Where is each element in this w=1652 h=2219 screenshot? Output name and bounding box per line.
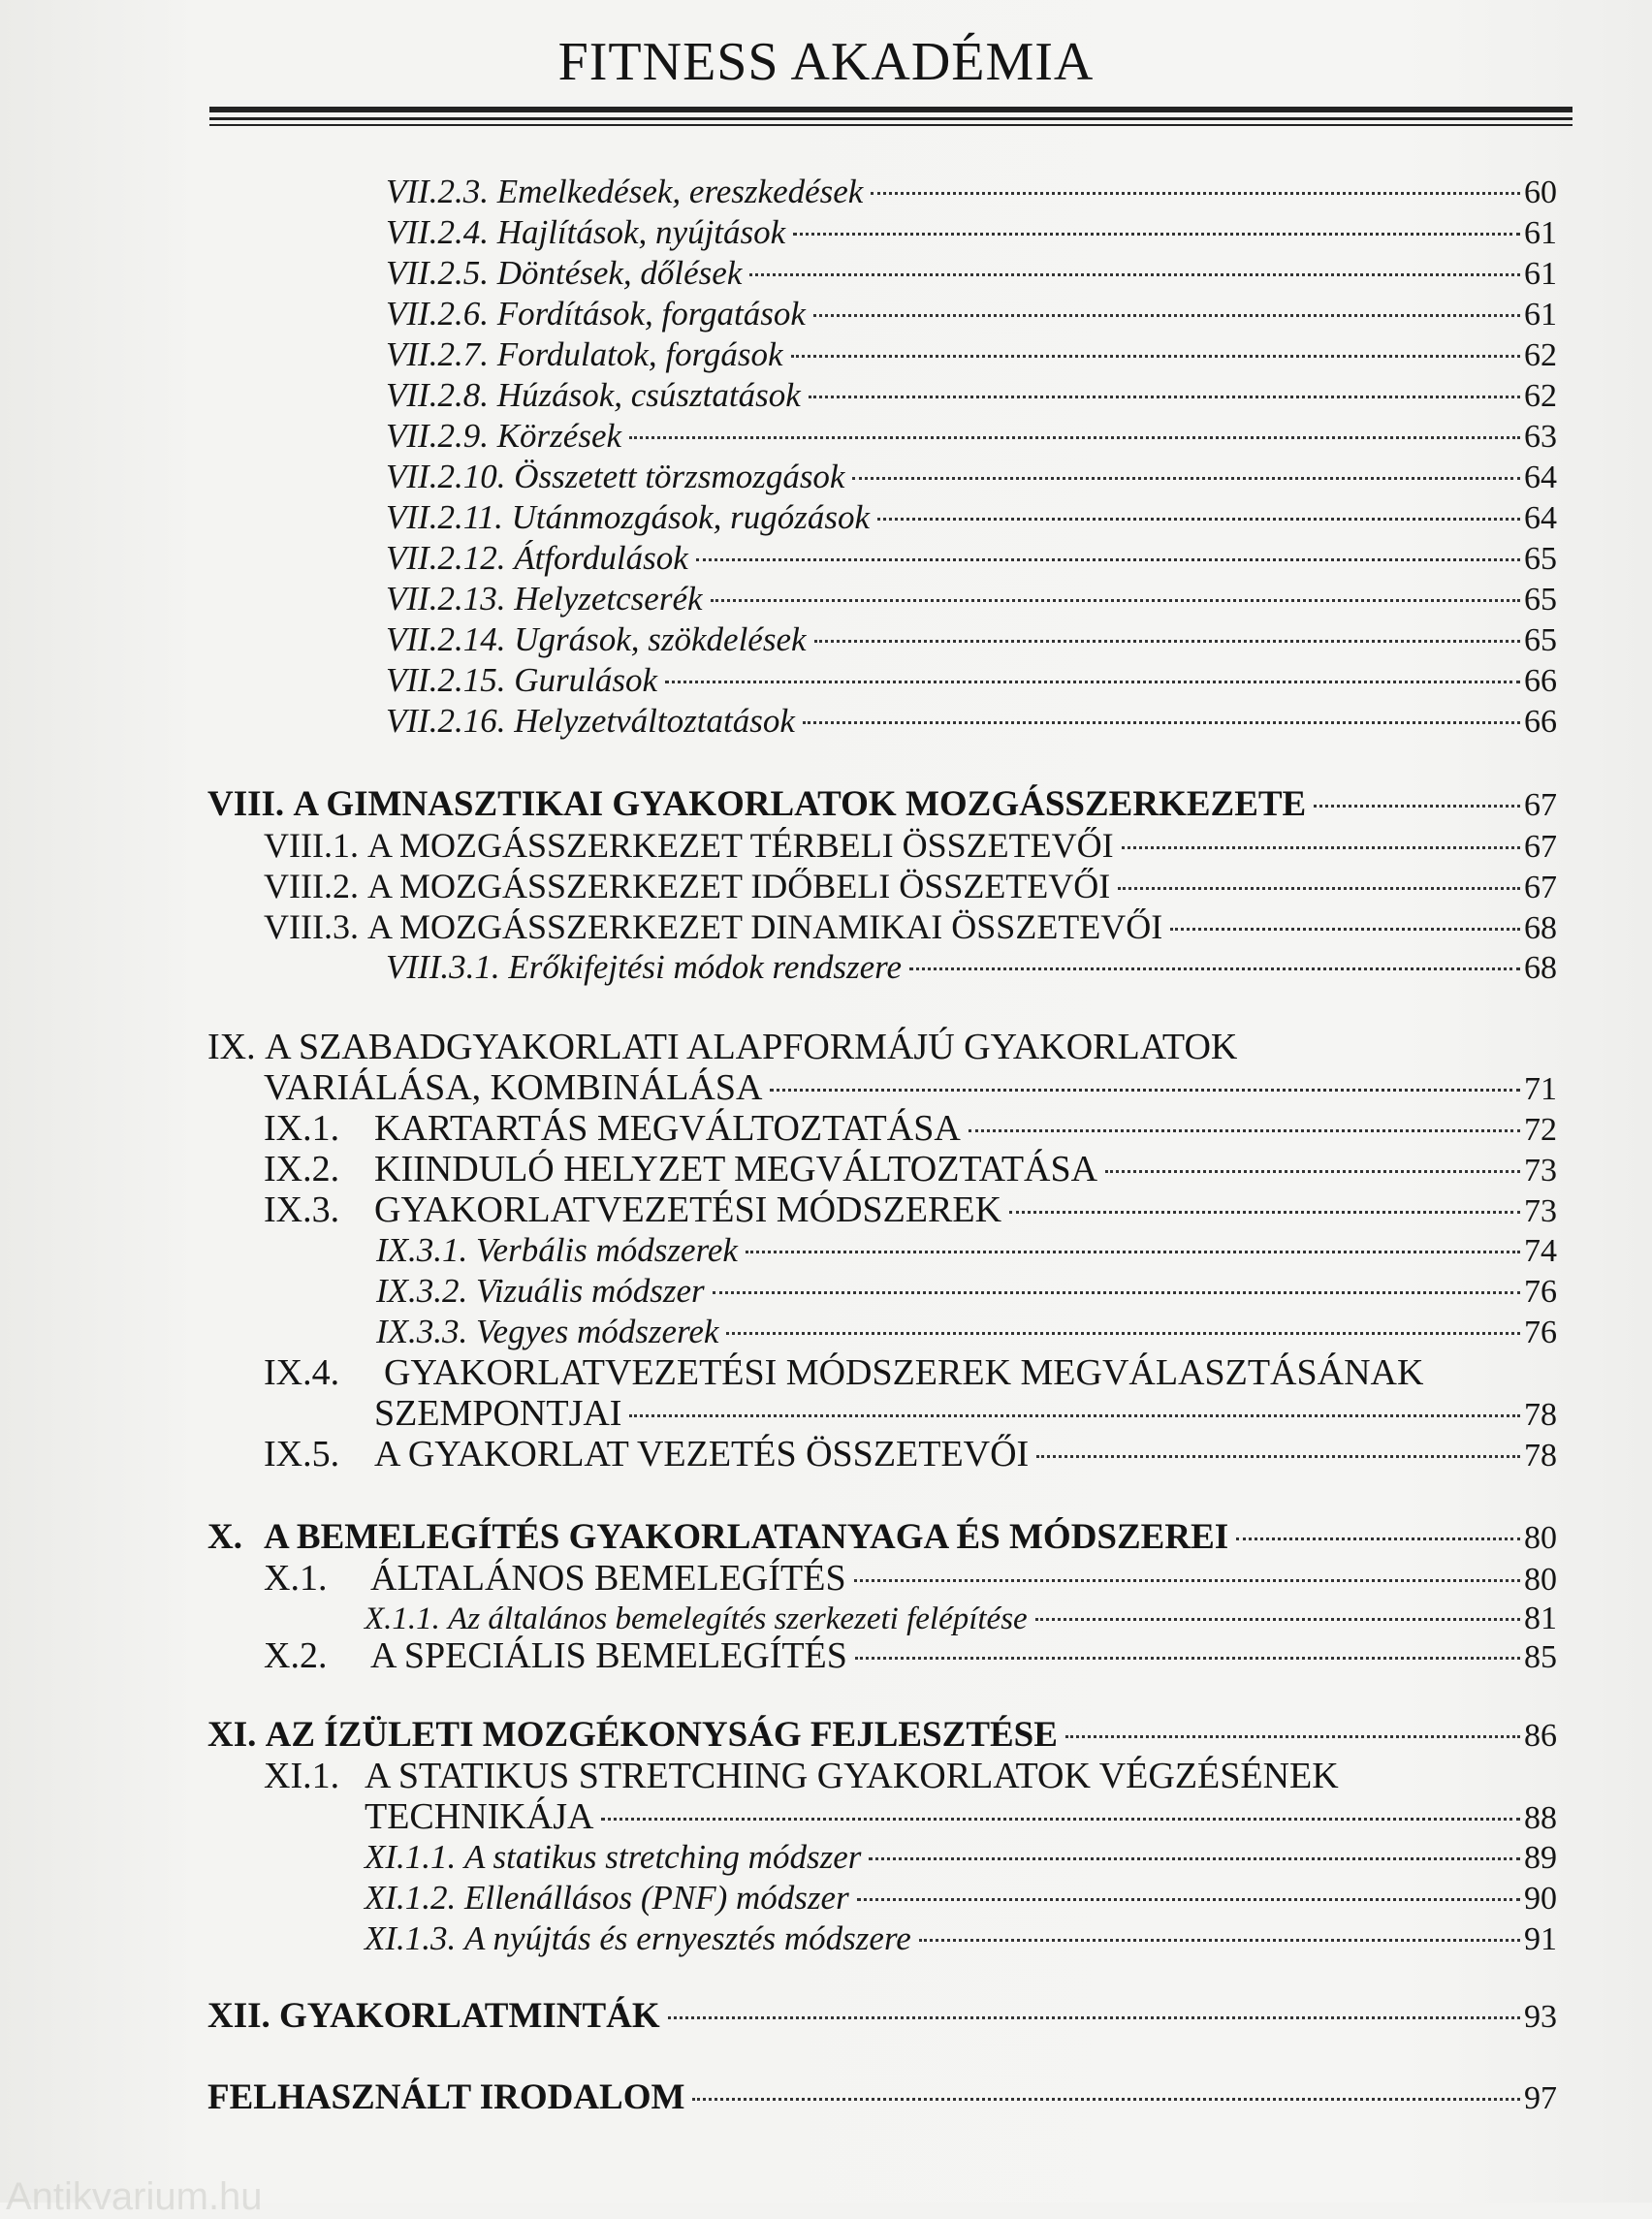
toc-entry: VII.2.14. Ugrások, szökdelések 65: [386, 618, 1557, 661]
page-number: 76: [1524, 1315, 1557, 1350]
dot-leader: [770, 1087, 1520, 1092]
page-number: 86: [1524, 1718, 1557, 1754]
dot-leader: [852, 475, 1520, 480]
dot-leader: [696, 556, 1520, 561]
page-number: 89: [1524, 1840, 1557, 1876]
dot-leader: [791, 353, 1520, 358]
dot-leader: [665, 679, 1520, 683]
page-number: 65: [1524, 622, 1557, 658]
toc-entry: XI.1.3. A nyújtás és ernyesztés módszere 91: [365, 1918, 1557, 1960]
toc-entry: VII.2.3. Emelkedések, ereszkedések 60: [386, 171, 1557, 213]
toc-entry: VII.2.7. Fordulatok, forgások 62: [386, 333, 1557, 376]
page-number: 66: [1524, 704, 1557, 740]
toc-entry: VII.2.10. Összetett törzsmozgások 64: [386, 456, 1557, 498]
dot-leader: [726, 1330, 1520, 1335]
dot-leader: [813, 312, 1520, 317]
dot-leader: [1314, 803, 1520, 808]
dot-leader: [1009, 1209, 1520, 1214]
dot-leader: [855, 1655, 1520, 1660]
dot-leader: [1065, 1733, 1520, 1738]
dot-leader: [969, 1127, 1520, 1132]
page-number: 61: [1524, 297, 1557, 333]
dot-leader: [869, 1855, 1520, 1860]
dot-leader: [1105, 1168, 1520, 1173]
toc-entry: IX.3.2. Vizuális módszer 76: [376, 1270, 1557, 1313]
header-rule-medium: [209, 117, 1573, 120]
page-number: 93: [1524, 1999, 1557, 2035]
page-number: 78: [1524, 1438, 1557, 1474]
dot-leader: [692, 2096, 1520, 2101]
dot-leader: [854, 1577, 1520, 1582]
toc-section: VIII.2. A MOZGÁSSZERKEZET IDŐBELI ÖSSZETEVŐI 67: [264, 865, 1557, 907]
toc-section: IX.3. GYAKORLATVEZETÉSI MÓDSZEREK 73: [264, 1189, 1557, 1231]
page-header-title: FITNESS AKADÉMIA: [557, 32, 1095, 92]
toc-section-line1: XI.1. A STATIKUS STRETCHING GYAKORLATOK VÉGZÉSÉNEK: [264, 1756, 1339, 1796]
dot-leader: [1035, 1616, 1520, 1621]
toc-chapter: XII. GYAKORLATMINTÁK 93: [207, 1995, 1557, 2038]
page-number: 61: [1524, 256, 1557, 292]
dot-leader: [1170, 926, 1520, 931]
dot-leader: [601, 1816, 1520, 1821]
dot-leader: [857, 1896, 1520, 1901]
toc-section: X.2. A SPECIÁLIS BEMELEGÍTÉS 85: [264, 1634, 1557, 1677]
page-number: 63: [1524, 419, 1557, 455]
toc-chapter-line2: VARIÁLÁSA, KOMBINÁLÁSA 71: [264, 1066, 1557, 1109]
page-number: 71: [1524, 1071, 1557, 1107]
toc-section: IX.1. KARTARTÁS MEGVÁLTOZTATÁSA 72: [264, 1107, 1557, 1150]
page-number: 64: [1524, 460, 1557, 495]
page-number: 68: [1524, 910, 1557, 946]
page-number: 85: [1524, 1639, 1557, 1675]
toc-entry: VII.2.6. Fordítások, forgatások 61: [386, 293, 1557, 335]
page-number: 73: [1524, 1193, 1557, 1229]
page-number: 74: [1524, 1233, 1557, 1269]
toc-entry: VII.2.15. Gurulások 66: [386, 659, 1557, 702]
dot-leader: [793, 231, 1520, 236]
dot-leader: [1036, 1453, 1520, 1458]
toc-entry: VIII.3.1. Erőkifejtési módok rendszere 68: [386, 946, 1557, 989]
page-number: 62: [1524, 378, 1557, 414]
dot-leader: [809, 394, 1520, 398]
toc-entry: IX.3.1. Verbális módszerek 74: [376, 1229, 1557, 1272]
page-number: 67: [1524, 829, 1557, 865]
page-number: 61: [1524, 215, 1557, 251]
dot-leader: [746, 1249, 1520, 1253]
dot-leader: [668, 2014, 1520, 2019]
toc-entry: VII.2.11. Utánmozgások, rugózások 64: [386, 496, 1557, 539]
header-rule-thick: [209, 107, 1573, 112]
page-number: 97: [1524, 2080, 1557, 2116]
toc-section: IX.5. A GYAKORLAT VEZETÉS ÖSSZETEVŐI 78: [264, 1433, 1557, 1475]
page-number: 80: [1524, 1520, 1557, 1556]
toc-entry: X.1.1. Az általános bemelegítés szerkezeti felépítése 81: [365, 1598, 1557, 1640]
page-number: 66: [1524, 663, 1557, 699]
toc-entry: XI.1.2. Ellenállásos (PNF) módszer 90: [365, 1877, 1557, 1919]
page-number: 64: [1524, 500, 1557, 536]
dot-leader: [803, 719, 1520, 724]
page-number: 81: [1524, 1601, 1557, 1636]
toc-section: X.1. ÁLTALÁNOS BEMELEGÍTÉS 80: [264, 1557, 1557, 1600]
page-number: 76: [1524, 1274, 1557, 1310]
toc-entry: VII.2.4. Hajlítások, nyújtások 61: [386, 211, 1557, 254]
page-number: 67: [1524, 787, 1557, 823]
dot-leader: [1118, 885, 1520, 890]
page-number: 78: [1524, 1397, 1557, 1433]
dot-leader: [713, 1289, 1520, 1294]
toc-entry: XI.1.1. A statikus stretching módszer 89: [365, 1836, 1557, 1879]
dot-leader: [749, 271, 1520, 276]
dot-leader: [909, 966, 1520, 970]
toc-entry: VII.2.16. Helyzetváltoztatások 66: [386, 700, 1557, 743]
toc-entry: VII.2.13. Helyzetcserék 65: [386, 578, 1557, 620]
toc-section: IX.2. KIINDULÓ HELYZET MEGVÁLTOZTATÁSA 73: [264, 1148, 1557, 1190]
toc-section: VIII.1. A MOZGÁSSZERKEZET TÉRBELI ÖSSZETEVŐI 67: [264, 824, 1557, 867]
toc-section-line1: IX.4. GYAKORLATVEZETÉSI MÓDSZEREK MEGVÁLASZTÁSÁNAK: [264, 1352, 1424, 1393]
dot-leader: [1236, 1536, 1520, 1540]
dot-leader: [1122, 844, 1520, 849]
toc-section-line2: SZEMPONTJAI 78: [374, 1392, 1557, 1435]
toc-entry: IX.3.3. Vegyes módszerek 76: [376, 1311, 1557, 1353]
page-number: 80: [1524, 1562, 1557, 1598]
dot-leader: [877, 516, 1520, 521]
page-number: 65: [1524, 541, 1557, 577]
dot-leader: [629, 1412, 1520, 1417]
toc-bibliography: FELHASZNÁLT IRODALOM 97: [207, 2076, 1557, 2119]
toc-chapter: VIII. A GIMNASZTIKAI GYAKORLATOK MOZGÁSSZERKEZETE 67: [207, 783, 1557, 826]
page-number: 62: [1524, 337, 1557, 373]
page-number: 65: [1524, 582, 1557, 618]
page-number: 68: [1524, 950, 1557, 986]
toc-chapter-line1: IX. A SZABADGYAKORLATI ALAPFORMÁJÚ GYAKORLATOK: [207, 1027, 1238, 1067]
dot-leader: [711, 597, 1520, 602]
header-rule-thin: [209, 124, 1573, 126]
toc-entry: VII.2.8. Húzások, csúsztatások 62: [386, 374, 1557, 417]
toc-chapter: X. A BEMELEGÍTÉS GYAKORLATANYAGA ÉS MÓDSZEREI 80: [207, 1516, 1557, 1559]
page-number: 72: [1524, 1112, 1557, 1148]
toc-section-line2: TECHNIKÁJA 88: [365, 1795, 1557, 1838]
toc-entry: VII.2.5. Döntések, dőlések 61: [386, 252, 1557, 295]
toc-chapter: XI. AZ ÍZÜLETI MOZGÉKONYSÁG FEJLESZTÉSE 86: [207, 1714, 1557, 1757]
watermark-text: Antikvarium.hu: [6, 2175, 263, 2218]
dot-leader: [629, 434, 1520, 439]
page-number: 90: [1524, 1881, 1557, 1917]
page-number: 60: [1524, 174, 1557, 210]
page-number: 91: [1524, 1921, 1557, 1957]
toc-entry: VII.2.12. Átfordulások 65: [386, 537, 1557, 580]
page-number: 88: [1524, 1800, 1557, 1836]
dot-leader: [871, 190, 1520, 195]
page-number: 67: [1524, 870, 1557, 905]
toc-entry: VII.2.9. Körzések 63: [386, 415, 1557, 458]
toc-section: VIII.3. A MOZGÁSSZERKEZET DINAMIKAI ÖSSZETEVŐI 68: [264, 905, 1557, 948]
page-number: 73: [1524, 1153, 1557, 1189]
dot-leader: [814, 638, 1520, 643]
dot-leader: [919, 1937, 1520, 1942]
